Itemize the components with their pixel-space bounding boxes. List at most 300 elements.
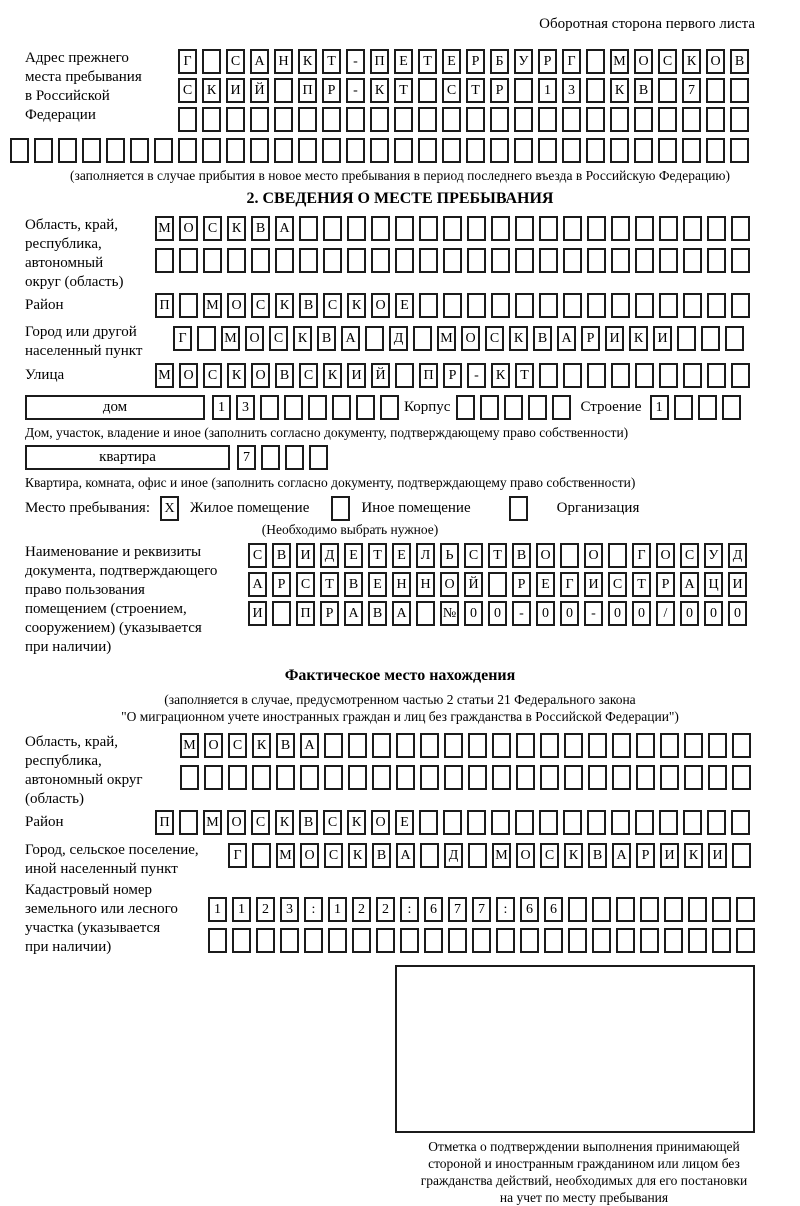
- kvartira-note: Квартира, комната, офис и иное (заполнить согласно документу, подтверждающему право собственности): [25, 475, 636, 490]
- char-box: [322, 138, 341, 163]
- char-box: [492, 765, 511, 790]
- prev-address-row-1: [178, 49, 754, 74]
- char-box: М: [492, 843, 511, 868]
- char-box: В: [730, 49, 749, 74]
- char-box: С: [485, 326, 504, 351]
- char-box: В: [275, 363, 294, 388]
- char-box: 0: [464, 601, 483, 626]
- char-box: С: [608, 572, 627, 597]
- prev-address-label: Адрес прежнего места пребывания в Российской Федерации: [25, 50, 142, 123]
- char-box: [227, 248, 246, 273]
- char-box: [472, 928, 491, 953]
- char-box: Р: [466, 49, 485, 74]
- doc-cells: [248, 543, 752, 630]
- char-box: [658, 107, 677, 132]
- char-box: [365, 326, 384, 351]
- char-box: [488, 572, 507, 597]
- char-box: [443, 810, 462, 835]
- char-box: А: [557, 326, 576, 351]
- checkbox-inoe: [331, 496, 350, 521]
- char-box: [634, 138, 653, 163]
- char-box: К: [684, 843, 703, 868]
- char-box: [442, 107, 461, 132]
- raion-row: [155, 293, 755, 318]
- char-box: И: [226, 78, 245, 103]
- char-box: [299, 216, 318, 241]
- char-box: Б: [490, 49, 509, 74]
- char-box: В: [368, 601, 387, 626]
- char-box: П: [298, 78, 317, 103]
- char-box: К: [509, 326, 528, 351]
- char-box: К: [298, 49, 317, 74]
- char-box: №: [440, 601, 459, 626]
- char-box: [515, 248, 534, 273]
- char-box: Ц: [704, 572, 723, 597]
- char-box: /: [656, 601, 675, 626]
- char-box: [272, 601, 291, 626]
- char-box: [348, 765, 367, 790]
- char-box: [683, 216, 702, 241]
- char-box: [730, 107, 749, 132]
- char-box: [323, 216, 342, 241]
- char-box: [564, 765, 583, 790]
- ulitsa-row: [155, 363, 755, 388]
- kvartira-block: [25, 445, 800, 474]
- char-box: И: [296, 543, 315, 568]
- char-box: [664, 928, 683, 953]
- char-box: -: [512, 601, 531, 626]
- char-box: [611, 216, 630, 241]
- char-box: О: [706, 49, 725, 74]
- char-box: П: [155, 293, 174, 318]
- char-box: 1: [328, 897, 347, 922]
- char-box: [322, 107, 341, 132]
- char-box: [418, 78, 437, 103]
- char-box: [261, 445, 280, 470]
- char-box: А: [341, 326, 360, 351]
- char-box: С: [269, 326, 288, 351]
- char-box: [611, 248, 630, 273]
- char-box: [130, 138, 149, 163]
- char-box: И: [728, 572, 747, 597]
- char-box: [586, 138, 605, 163]
- char-box: Р: [656, 572, 675, 597]
- char-box: [635, 363, 654, 388]
- char-box: [490, 107, 509, 132]
- char-box: [634, 107, 653, 132]
- char-box: С: [324, 843, 343, 868]
- char-box: [659, 248, 678, 273]
- char-box: [722, 395, 741, 420]
- char-box: [539, 248, 558, 273]
- char-box: [250, 138, 269, 163]
- char-box: [324, 733, 343, 758]
- char-box: [587, 248, 606, 273]
- char-box: 0: [608, 601, 627, 626]
- char-box: [276, 765, 295, 790]
- raion-label: Район: [25, 297, 64, 313]
- char-box: -: [584, 601, 603, 626]
- char-box: 0: [680, 601, 699, 626]
- fact-oblast-row-1: [180, 733, 756, 758]
- char-box: В: [344, 572, 363, 597]
- char-box: [298, 138, 317, 163]
- char-box: [732, 765, 751, 790]
- char-box: [592, 897, 611, 922]
- char-box: М: [437, 326, 456, 351]
- char-box: [708, 765, 727, 790]
- char-box: В: [276, 733, 295, 758]
- char-box: [491, 293, 510, 318]
- char-box: [640, 897, 659, 922]
- char-box: О: [204, 733, 223, 758]
- char-box: Р: [272, 572, 291, 597]
- char-box: [660, 765, 679, 790]
- char-box: М: [276, 843, 295, 868]
- char-box: 0: [488, 601, 507, 626]
- char-box: О: [179, 216, 198, 241]
- mesto-note: (Необходимо выбрать нужное): [261, 522, 439, 537]
- char-box: [332, 395, 351, 420]
- char-box: Т: [368, 543, 387, 568]
- char-box: 3: [280, 897, 299, 922]
- char-box: [562, 138, 581, 163]
- char-box: И: [347, 363, 366, 388]
- char-box: [539, 810, 558, 835]
- char-box: [706, 138, 725, 163]
- doc-block: [25, 543, 800, 657]
- char-box: Й: [371, 363, 390, 388]
- char-box: С: [442, 78, 461, 103]
- char-box: [443, 293, 462, 318]
- char-box: [712, 897, 731, 922]
- char-box: [226, 107, 245, 132]
- char-box: -: [346, 78, 365, 103]
- stamp-area: [393, 965, 775, 1206]
- char-box: Г: [178, 49, 197, 74]
- char-box: [197, 326, 216, 351]
- char-box: [178, 107, 197, 132]
- char-box: [371, 248, 390, 273]
- char-box: 7: [472, 897, 491, 922]
- mesto-label: Место пребывания:: [25, 500, 150, 516]
- char-box: 3: [562, 78, 581, 103]
- oblast-row-1: [155, 216, 755, 241]
- char-box: К: [610, 78, 629, 103]
- char-box: [413, 326, 432, 351]
- char-box: И: [708, 843, 727, 868]
- char-box: [586, 78, 605, 103]
- fact-oblast-cells: [180, 733, 756, 794]
- char-box: [515, 293, 534, 318]
- raion-block: [25, 293, 800, 322]
- char-box: [592, 928, 611, 953]
- char-box: [395, 216, 414, 241]
- char-box: Т: [320, 572, 339, 597]
- char-box: [707, 293, 726, 318]
- char-box: [515, 810, 534, 835]
- char-box: А: [344, 601, 363, 626]
- char-box: [226, 138, 245, 163]
- char-box: В: [588, 843, 607, 868]
- char-box: [732, 843, 751, 868]
- char-box: [682, 107, 701, 132]
- dom-block: [25, 395, 800, 424]
- char-box: [372, 765, 391, 790]
- gorod-label: Город или другой населенный пункт: [25, 324, 143, 359]
- char-box: [284, 395, 303, 420]
- fact-raion-block: [25, 810, 800, 839]
- char-box: [466, 107, 485, 132]
- char-box: К: [370, 78, 389, 103]
- char-box: [274, 78, 293, 103]
- char-box: [684, 765, 703, 790]
- char-box: [659, 293, 678, 318]
- char-box: [516, 733, 535, 758]
- char-box: [58, 138, 77, 163]
- char-box: 7: [682, 78, 701, 103]
- char-box: С: [299, 363, 318, 388]
- char-box: [706, 78, 725, 103]
- char-box: [731, 810, 750, 835]
- char-box: -: [467, 363, 486, 388]
- char-box: [308, 395, 327, 420]
- stroenie-label: Строение: [580, 399, 642, 415]
- char-box: [324, 765, 343, 790]
- char-box: [683, 810, 702, 835]
- char-box: [707, 216, 726, 241]
- char-box: К: [347, 293, 366, 318]
- prev-address-row-3: [178, 107, 754, 132]
- kadastr-block: [25, 881, 800, 957]
- char-box: [346, 107, 365, 132]
- char-box: Г: [560, 572, 579, 597]
- stroenie-cells: [650, 395, 746, 420]
- char-box: С: [658, 49, 677, 74]
- char-box: [587, 216, 606, 241]
- char-box: [467, 248, 486, 273]
- char-box: [252, 843, 271, 868]
- char-box: [202, 138, 221, 163]
- char-box: М: [203, 810, 222, 835]
- char-box: [539, 293, 558, 318]
- char-box: К: [252, 733, 271, 758]
- char-box: О: [584, 543, 603, 568]
- char-box: [275, 248, 294, 273]
- char-box: [698, 395, 717, 420]
- char-box: Е: [536, 572, 555, 597]
- char-box: [528, 395, 547, 420]
- char-box: К: [293, 326, 312, 351]
- char-box: К: [347, 810, 366, 835]
- char-box: [372, 733, 391, 758]
- gorod-row: [173, 326, 749, 351]
- char-box: 0: [704, 601, 723, 626]
- char-box: :: [304, 897, 323, 922]
- char-box: Г: [632, 543, 651, 568]
- char-box: У: [704, 543, 723, 568]
- char-box: [563, 216, 582, 241]
- char-box: [586, 107, 605, 132]
- char-box: [659, 363, 678, 388]
- char-box: [347, 248, 366, 273]
- char-box: [419, 248, 438, 273]
- char-box: [395, 248, 414, 273]
- char-box: [420, 765, 439, 790]
- char-box: [674, 395, 693, 420]
- char-box: Й: [250, 78, 269, 103]
- char-box: [540, 765, 559, 790]
- char-box: 1: [212, 395, 231, 420]
- char-box: -: [346, 49, 365, 74]
- char-box: [468, 765, 487, 790]
- char-box: [504, 395, 523, 420]
- doc-row-1: [248, 543, 752, 568]
- oblast-row-2: [155, 248, 755, 273]
- section2-title: 2. СВЕДЕНИЯ О МЕСТЕ ПРЕБЫВАНИЯ: [246, 190, 554, 207]
- char-box: [202, 107, 221, 132]
- char-box: [732, 733, 751, 758]
- char-box: [467, 293, 486, 318]
- char-box: [419, 293, 438, 318]
- char-box: [420, 843, 439, 868]
- char-box: П: [419, 363, 438, 388]
- char-box: [106, 138, 125, 163]
- char-box: [298, 107, 317, 132]
- char-box: [203, 248, 222, 273]
- kvartira-box: квартира: [25, 445, 230, 470]
- char-box: Д: [320, 543, 339, 568]
- char-box: [707, 810, 726, 835]
- char-box: [370, 138, 389, 163]
- char-box: [610, 107, 629, 132]
- char-box: [563, 248, 582, 273]
- char-box: Р: [512, 572, 531, 597]
- kvartira-cells: [237, 445, 333, 470]
- char-box: :: [400, 897, 419, 922]
- char-box: [396, 733, 415, 758]
- char-box: С: [178, 78, 197, 103]
- char-box: С: [464, 543, 483, 568]
- char-box: С: [203, 216, 222, 241]
- char-box: С: [323, 810, 342, 835]
- char-box: [635, 248, 654, 273]
- char-box: К: [275, 810, 294, 835]
- char-box: [730, 78, 749, 103]
- char-box: [260, 395, 279, 420]
- fact-gorod-label: Город, сельское поселение, иной населенный пункт: [25, 842, 199, 877]
- char-box: [563, 810, 582, 835]
- char-box: [539, 216, 558, 241]
- char-box: Е: [395, 293, 414, 318]
- char-box: [285, 445, 304, 470]
- char-box: О: [245, 326, 264, 351]
- char-box: [587, 293, 606, 318]
- char-box: [564, 733, 583, 758]
- char-box: [611, 363, 630, 388]
- char-box: К: [275, 293, 294, 318]
- char-box: А: [248, 572, 267, 597]
- char-box: [467, 216, 486, 241]
- char-box: Л: [416, 543, 435, 568]
- char-box: С: [226, 49, 245, 74]
- char-box: [444, 733, 463, 758]
- char-box: [444, 765, 463, 790]
- char-box: Р: [538, 49, 557, 74]
- checkbox-zhiloe: X: [160, 496, 179, 521]
- char-box: О: [371, 293, 390, 318]
- option-org-label: Организация: [556, 500, 640, 516]
- char-box: Е: [394, 49, 413, 74]
- char-box: К: [629, 326, 648, 351]
- char-box: [538, 107, 557, 132]
- char-box: [395, 363, 414, 388]
- doc-row-2: [248, 572, 752, 597]
- char-box: А: [680, 572, 699, 597]
- char-box: [466, 138, 485, 163]
- char-box: [587, 810, 606, 835]
- char-box: [568, 928, 587, 953]
- char-box: [683, 293, 702, 318]
- char-box: [683, 248, 702, 273]
- char-box: 0: [536, 601, 555, 626]
- fact-oblast-block: [25, 733, 800, 809]
- char-box: Т: [488, 543, 507, 568]
- char-box: [443, 216, 462, 241]
- char-box: [516, 765, 535, 790]
- char-box: [539, 363, 558, 388]
- char-box: М: [155, 363, 174, 388]
- char-box: В: [272, 543, 291, 568]
- prev-address-row-4: [10, 138, 800, 163]
- char-box: С: [323, 293, 342, 318]
- prev-address-cells: [178, 49, 754, 136]
- char-box: К: [227, 363, 246, 388]
- char-box: :: [496, 897, 515, 922]
- char-box: [492, 733, 511, 758]
- char-box: [418, 138, 437, 163]
- char-box: К: [348, 843, 367, 868]
- gorod-block: [25, 323, 800, 361]
- char-box: [347, 216, 366, 241]
- char-box: Е: [344, 543, 363, 568]
- char-box: [280, 928, 299, 953]
- char-box: [394, 138, 413, 163]
- char-box: [443, 248, 462, 273]
- char-box: [538, 138, 557, 163]
- char-box: [328, 928, 347, 953]
- char-box: [635, 293, 654, 318]
- char-box: М: [610, 49, 629, 74]
- char-box: В: [512, 543, 531, 568]
- fact-gorod-row: [228, 843, 756, 868]
- char-box: 0: [728, 601, 747, 626]
- option-inoe-label: Иное помещение: [361, 500, 471, 516]
- char-box: [420, 733, 439, 758]
- char-box: А: [250, 49, 269, 74]
- char-box: 6: [544, 897, 563, 922]
- char-box: [323, 248, 342, 273]
- char-box: Г: [173, 326, 192, 351]
- char-box: [419, 216, 438, 241]
- char-box: 6: [520, 897, 539, 922]
- char-box: [640, 928, 659, 953]
- char-box: А: [275, 216, 294, 241]
- char-box: [636, 765, 655, 790]
- char-box: [659, 216, 678, 241]
- char-box: М: [180, 733, 199, 758]
- char-box: [730, 138, 749, 163]
